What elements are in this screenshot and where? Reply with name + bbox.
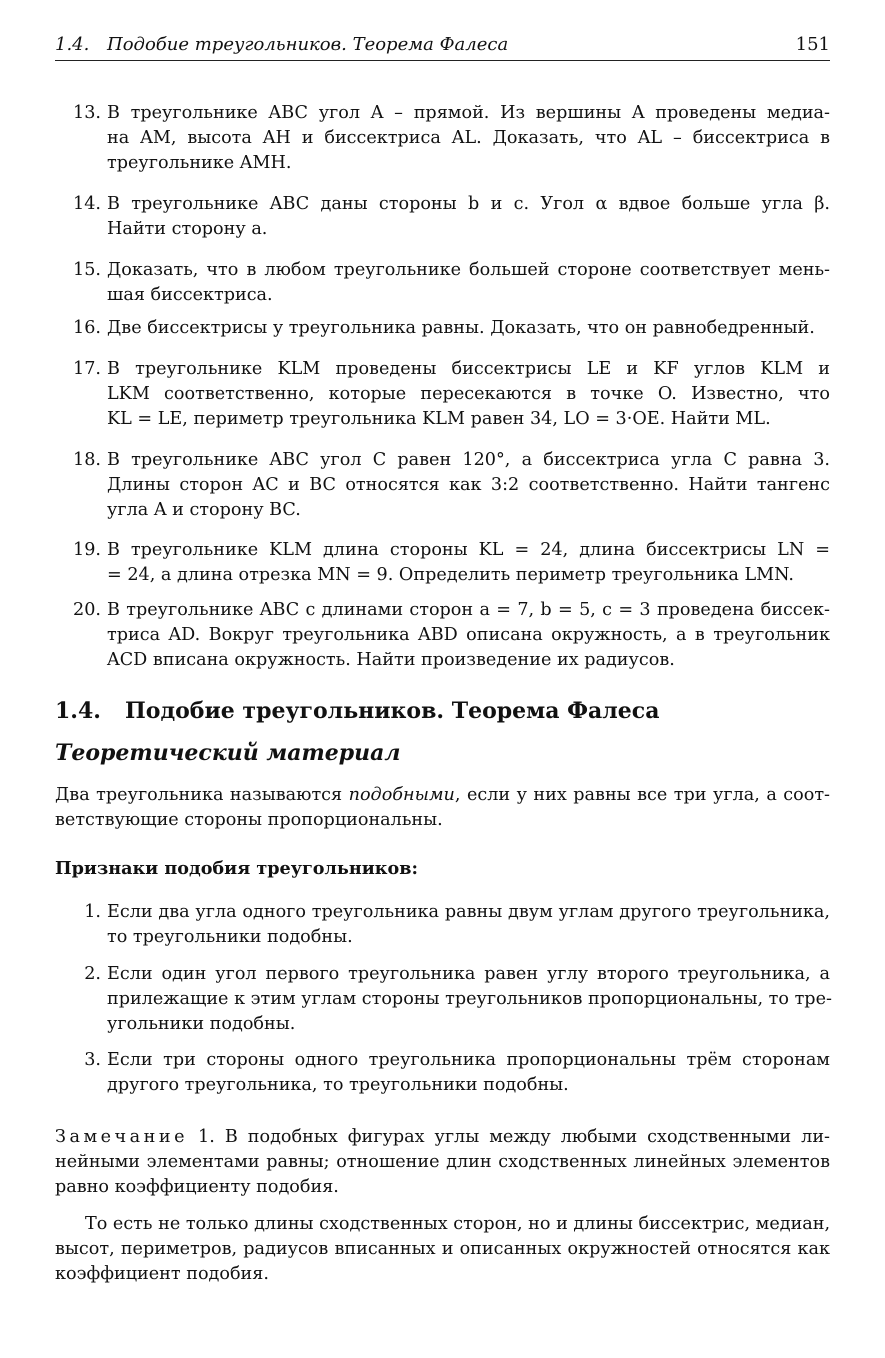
problem-number: 20. xyxy=(73,600,101,620)
remark-label: Замечание xyxy=(55,1127,189,1147)
problem-number: 19. xyxy=(73,540,101,560)
paragraph-line: То есть не только длины сходственных сторон, но и длины биссектрис, медиан, xyxy=(85,1214,831,1234)
section-number: 1.4. xyxy=(55,698,101,724)
problem-20 xyxy=(55,598,830,673)
criterion-2 xyxy=(55,962,830,1037)
problem-13 xyxy=(55,101,830,176)
problem-line: на AM, высота AH и биссектриса AL. Доказать, что AL – биссектриса в xyxy=(107,128,830,148)
running-header xyxy=(55,30,830,61)
criterion-line: другого треугольника, то треугольники подобны. xyxy=(107,1075,569,1095)
definition-text: Два треугольника называются xyxy=(55,785,349,805)
problem-line: В треугольнике ABC даны стороны b и c. Угол α вдвое больше угла β. xyxy=(107,194,830,214)
criteria-heading: Признаки подобия треугольников: xyxy=(55,858,418,879)
subsection-heading: Теоретический материал xyxy=(55,740,401,766)
section-title: Подобие треугольников. Теорема Фалеса xyxy=(125,698,660,724)
criterion-line: Если один угол первого треугольника равен углу второго треугольника, а xyxy=(107,964,830,984)
definition-text: , если у них равны все три угла, а соот- xyxy=(454,785,830,805)
problem-line: триса AD. Вокруг треугольника ABD описана окружность, а в треугольник xyxy=(107,625,830,645)
paragraph-line xyxy=(55,1125,830,1150)
criterion-3 xyxy=(55,1048,830,1098)
criterion-line: Если два угла одного треугольника равны двум углам другого треугольника, xyxy=(107,902,830,922)
criterion-number: 3. xyxy=(84,1050,101,1070)
problem-line: В треугольнике ABC с длинами сторон a = 7, b = 5, c = 3 проведена биссек- xyxy=(107,600,830,620)
problem-line: угла A и сторону BC. xyxy=(107,500,301,520)
paragraph-line xyxy=(55,783,830,808)
problem-number: 16. xyxy=(73,318,101,338)
problem-15 xyxy=(55,258,830,308)
problem-line: = 24, а длина отрезка MN = 9. Определить периметр треугольника LMN. xyxy=(107,565,795,585)
problem-14 xyxy=(55,192,830,242)
remark-number: 1. xyxy=(188,1127,215,1147)
problem-19 xyxy=(55,538,830,588)
header-section-number: 1.4. xyxy=(55,34,90,55)
problem-line: В треугольнике KLM проведены биссектрисы LE и KF углов KLM и xyxy=(107,359,830,379)
paragraph-line: равно коэффициенту подобия. xyxy=(55,1177,339,1197)
criterion-line: то треугольники подобны. xyxy=(107,927,353,947)
problem-18 xyxy=(55,448,830,523)
remark-text: В подобных фигурах углы между любыми сходственными ли- xyxy=(214,1127,830,1147)
criterion-number: 1. xyxy=(84,902,101,922)
definition-paragraph xyxy=(55,783,830,833)
problem-line: Доказать, что в любом треугольнике большей стороне соответствует мень- xyxy=(107,260,830,280)
closing-paragraph xyxy=(55,1212,830,1287)
header-title: Подобие треугольников. Теорема Фалеса xyxy=(107,34,509,55)
problem-number: 13. xyxy=(73,103,101,123)
problem-line: В треугольнике ABC угол C равен 120°, а биссектриса угла C равна 3. xyxy=(107,450,830,470)
problem-line: В треугольнике ABC угол A – прямой. Из вершины A проведены медиа- xyxy=(107,103,830,123)
problem-line: треугольнике AMH. xyxy=(107,153,292,173)
criterion-line: Если три стороны одного треугольника пропорциональны трём сторонам xyxy=(107,1050,830,1070)
problem-number: 15. xyxy=(73,260,101,280)
section-heading xyxy=(55,698,659,724)
remark-paragraph xyxy=(55,1125,830,1200)
paragraph-line: ветствующие стороны пропорциональны. xyxy=(55,810,443,830)
problem-line: шая биссектриса. xyxy=(107,285,273,305)
problem-16 xyxy=(55,316,830,341)
criterion-number: 2. xyxy=(84,964,101,984)
problem-line: Две биссектрисы у треугольника равны. Доказать, что он равнобедренный. xyxy=(107,318,815,338)
problem-line: ACD вписана окружность. Найти произведение их радиусов. xyxy=(107,650,675,670)
criterion-line: прилежащие к этим углам стороны треугольников пропорциональны, то тре- xyxy=(107,989,832,1009)
problem-number: 17. xyxy=(73,359,101,379)
problem-line: Длины сторон AC и BC относятся как 3:2 соответственно. Найти тангенс xyxy=(107,475,830,495)
problem-number: 18. xyxy=(73,450,101,470)
page-number: 151 xyxy=(795,34,830,55)
paragraph-line: нейными элементами равны; отношение длин сходственных линейных элементов xyxy=(55,1152,830,1172)
problem-line: KL = LE, периметр треугольника KLM равен 34, LO = 3·OE. Найти ML. xyxy=(107,409,771,429)
problem-17 xyxy=(55,357,830,432)
criterion-line: угольники подобны. xyxy=(107,1014,296,1034)
problem-line: В треугольнике KLM длина стороны KL = 24, длина биссектрисы LN = xyxy=(107,540,830,560)
criterion-1 xyxy=(55,900,830,950)
definition-term: подобными xyxy=(348,785,455,805)
problem-line: Найти сторону a. xyxy=(107,219,268,239)
problem-number: 14. xyxy=(73,194,101,214)
paragraph-line: высот, периметров, радиусов вписанных и описанных окружностей относятся как xyxy=(55,1239,830,1259)
paragraph-line: коэффициент подобия. xyxy=(55,1264,269,1284)
problem-line: LKM соответственно, которые пересекаются в точке O. Известно, что xyxy=(107,384,830,404)
